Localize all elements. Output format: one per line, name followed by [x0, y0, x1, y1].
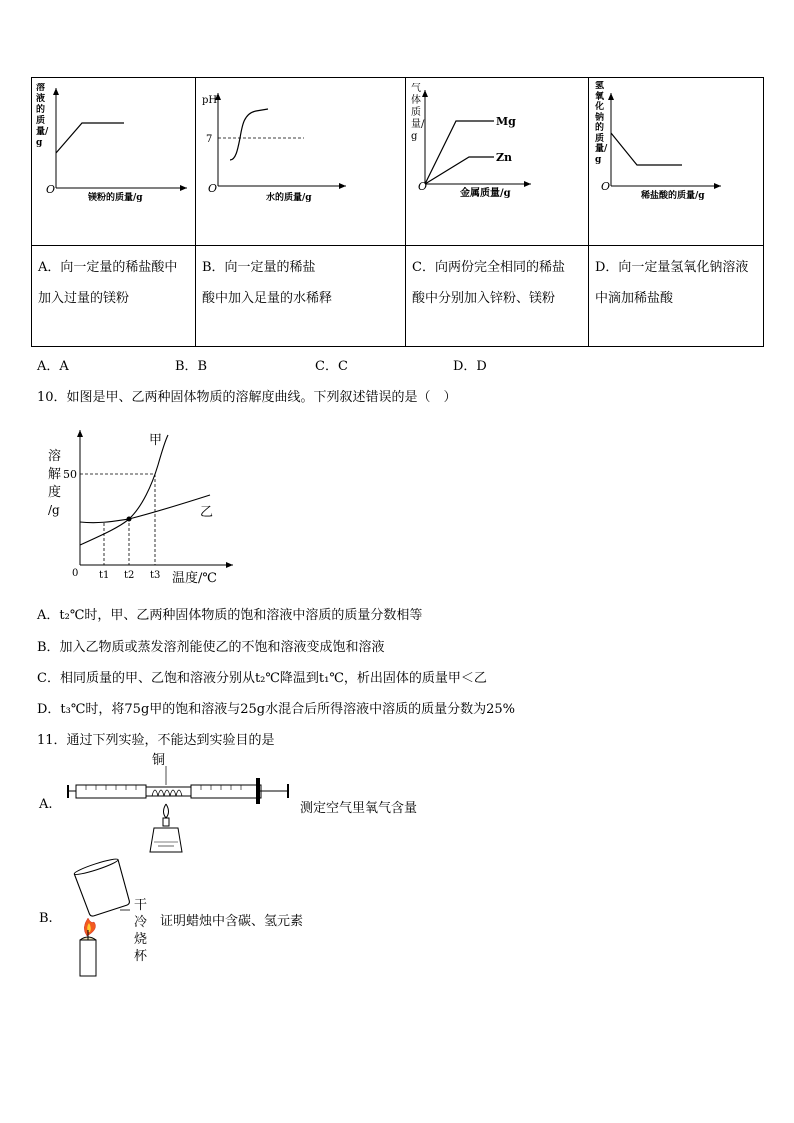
y-label-3: 度: [48, 485, 62, 500]
text-cell-b: [196, 246, 406, 347]
x-tick-t3: t3: [150, 570, 161, 581]
curve-jia-label: 甲: [149, 433, 163, 448]
q11-option-b-caption: 证明蜡烛中含碳、氢元素: [160, 914, 304, 929]
copper-label: 铜: [152, 753, 166, 768]
y-label-4: /g: [48, 503, 60, 517]
beaker-label-4: 杯: [134, 949, 148, 964]
curve-yi: [80, 495, 210, 523]
graph-a: [32, 78, 196, 241]
origin-label: O: [46, 183, 56, 196]
q10-option-b[interactable]: B．加入乙物质或蒸发溶剂能使乙的不饱和溶液变成饱和溶液: [37, 640, 385, 655]
q10-option-c[interactable]: C．相同质量的甲、乙饱和溶液分别从t₂℃降温到t₁℃，析出固体的质量甲＜乙: [37, 671, 487, 686]
solubility-graph: [40, 425, 240, 590]
graph-d: [589, 78, 764, 241]
origin-label: O: [208, 182, 218, 195]
y-label-1: 溶: [48, 449, 62, 464]
option-b-line2: 酸中加入足量的水稀释: [202, 291, 333, 306]
intersection-point: [127, 517, 132, 522]
q10-stem: 10．如图是甲、乙两种固体物质的溶解度曲线。下列叙述错误的是（ ）: [37, 390, 457, 405]
q9-choice-d[interactable]: D．D: [453, 359, 487, 374]
y-axis-label: 气体质量/g: [411, 83, 425, 142]
y-axis-label: 溶液的质量/g: [36, 83, 49, 148]
beaker-label-2: 冷: [134, 915, 148, 930]
option-c-line1: C．向两份完全相同的稀盐: [412, 260, 565, 275]
q9-choice-b[interactable]: B．B: [175, 359, 208, 374]
option-c-line2: 酸中分别加入锌粉、镁粉: [412, 291, 556, 306]
y-tick-7: 7: [206, 134, 213, 145]
x-axis-label: 稀盐酸的质量/g: [641, 191, 705, 201]
q9-table: [31, 77, 764, 347]
text-cell-c: [406, 246, 589, 347]
y-axis-label: 氢氧化钠的质量/g: [595, 81, 608, 165]
q10-option-d[interactable]: D．t₃℃时，将75g甲的饱和溶液与25g水混合后所得溶液中溶质的质量分数为25%: [37, 702, 516, 717]
y-axis-label: pH: [202, 95, 218, 106]
q11-stem: 11．通过下列实验，不能达到实验目的是: [37, 733, 275, 748]
y-label-2: 解: [48, 467, 62, 482]
x-axis-label: 金属质量/g: [460, 188, 511, 199]
origin-label: O: [418, 180, 428, 193]
curve-yi-label: 乙: [200, 505, 214, 520]
beaker-label-1: 干: [134, 898, 148, 913]
q10-option-a[interactable]: A．t₂℃时，甲、乙两种固体物质的饱和溶液中溶质的质量分数相等: [37, 608, 423, 623]
y-tick-50: 50: [63, 468, 77, 481]
q11-option-a-caption: 测定空气里氧气含量: [300, 801, 418, 816]
graph-cell-d: [589, 78, 764, 246]
option-d-line2: 中滴加稀盐酸: [595, 291, 674, 306]
x-axis-label: 水的质量/g: [266, 193, 312, 203]
beaker-label-3: 烧: [134, 932, 148, 947]
x-axis-label: 温度/℃: [172, 571, 217, 586]
option-b-line1: B．向一定量的稀盐: [202, 260, 316, 275]
curve-zn-label: Zn: [496, 151, 513, 164]
option-a-line1: A．向一定量的稀盐酸中: [38, 260, 178, 275]
origin-label: 0: [72, 568, 79, 579]
x-axis-label: 镁粉的质量/g: [88, 193, 143, 203]
option-a-line2: 加入过量的镁粉: [38, 291, 130, 306]
q9-choice-a[interactable]: A．A: [37, 359, 69, 374]
x-tick-t2: t2: [124, 570, 135, 581]
graph-cell-c: [406, 78, 589, 246]
text-cell-d: [589, 246, 764, 347]
option-d-line1: D．向一定量氢氧化钠溶液: [595, 260, 749, 275]
graph-b: [196, 78, 406, 241]
curve-mg-label: Mg: [496, 115, 516, 128]
graph-cell-a: [32, 78, 196, 246]
copper-syringe-apparatus: [66, 752, 298, 857]
graph-c: [406, 78, 589, 241]
q11-option-a-label[interactable]: A.: [39, 797, 53, 812]
q9-choice-c[interactable]: C．C: [315, 359, 348, 374]
q11-option-b-label[interactable]: B.: [39, 911, 53, 926]
origin-label: O: [601, 180, 611, 193]
graph-cell-b: [196, 78, 406, 246]
x-tick-t1: t1: [99, 570, 110, 581]
candle-beaker-apparatus: [62, 858, 162, 980]
text-cell-a: [32, 246, 196, 347]
